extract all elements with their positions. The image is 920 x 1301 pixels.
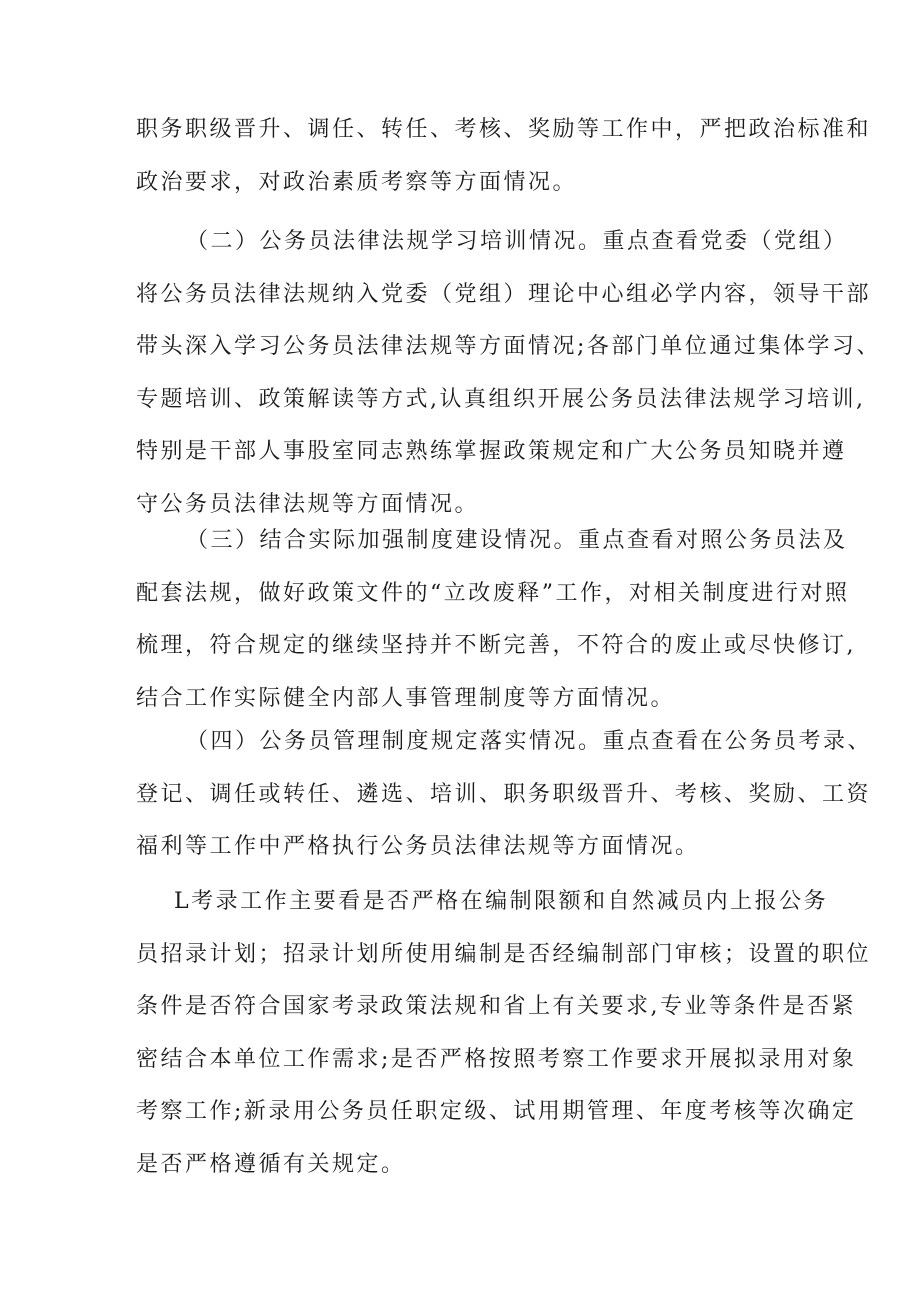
text-line: 结合工作实际健全内部人事管理制度等方面情况。 <box>136 685 676 711</box>
paragraph-2 <box>136 216 881 531</box>
text-line: 登记、调任或转任、遴选、培训、职务职级晋升、考核、奖励、工资 <box>136 781 872 807</box>
text-line: 职务职级晋升、调任、转任、考核、奖励等工作中，严把政治标准和 <box>136 117 872 142</box>
section-heading-line: （四）公务员管理制度规定落实情况。重点查看在公务员考录、 <box>186 729 873 754</box>
paragraph-3 <box>136 515 856 725</box>
text-line: 考察工作;新录用公务员任职定级、试用期管理、年度考核等次确定 <box>136 1099 857 1124</box>
text-line: 守公务员法律法规等方面情况。 <box>136 491 480 517</box>
text-line: 带头深入学习公务员法律法规等方面情况;各部门单位通过集体学习、 <box>136 334 881 359</box>
text-line: 将公务员法律法规纳入党委（党组）理论中心组必学内容，领导干部 <box>136 281 872 307</box>
text-line: 特别是干部人事股室同志熟练掌握政策规定和广大公务员知晓并遵 <box>136 439 847 464</box>
text-line: 福利等工作中严格执行公务员法律法规等方面情况。 <box>136 834 700 859</box>
text-line: 员招录计划；招录计划所使用编制是否经编制部门审核；设置的职位 <box>136 941 872 967</box>
section-heading-line: （三）结合实际加强制度建设情况。重点查看对照公务员法及 <box>186 528 848 553</box>
text-line: 条件是否符合国家考录政策法规和省上有关要求,专业等条件是否紧 <box>136 994 856 1019</box>
text-line: 是否严格遵循有关规定。 <box>136 1151 406 1177</box>
text-line: L考录工作主要看是否严格在编制限额和自然减员内上报公务 <box>174 889 829 914</box>
paragraph-1 <box>136 104 872 209</box>
paragraph-5 <box>136 876 872 1191</box>
paragraph-4 <box>136 716 873 874</box>
text-line: 梳理，符合规定的继续坚持并不断完善，不符合的废止或尽快修订, <box>136 633 856 658</box>
section-heading-line: （二）公务员法律法规学习培训情况。重点查看党委（党组） <box>186 229 848 254</box>
text-line: 密结合本单位工作需求;是否严格按照考察工作要求开展拟录用对象 <box>136 1046 857 1072</box>
text-line: 专题培训、政策解读等方式,认真组织开展公务员法律法规学习培训, <box>136 386 866 412</box>
text-line: 配套法规，做好政策文件的“立改废释”工作，对相关制度进行对照 <box>136 580 850 606</box>
text-line: 政治要求，对政治素质考察等方面情况。 <box>136 169 578 195</box>
